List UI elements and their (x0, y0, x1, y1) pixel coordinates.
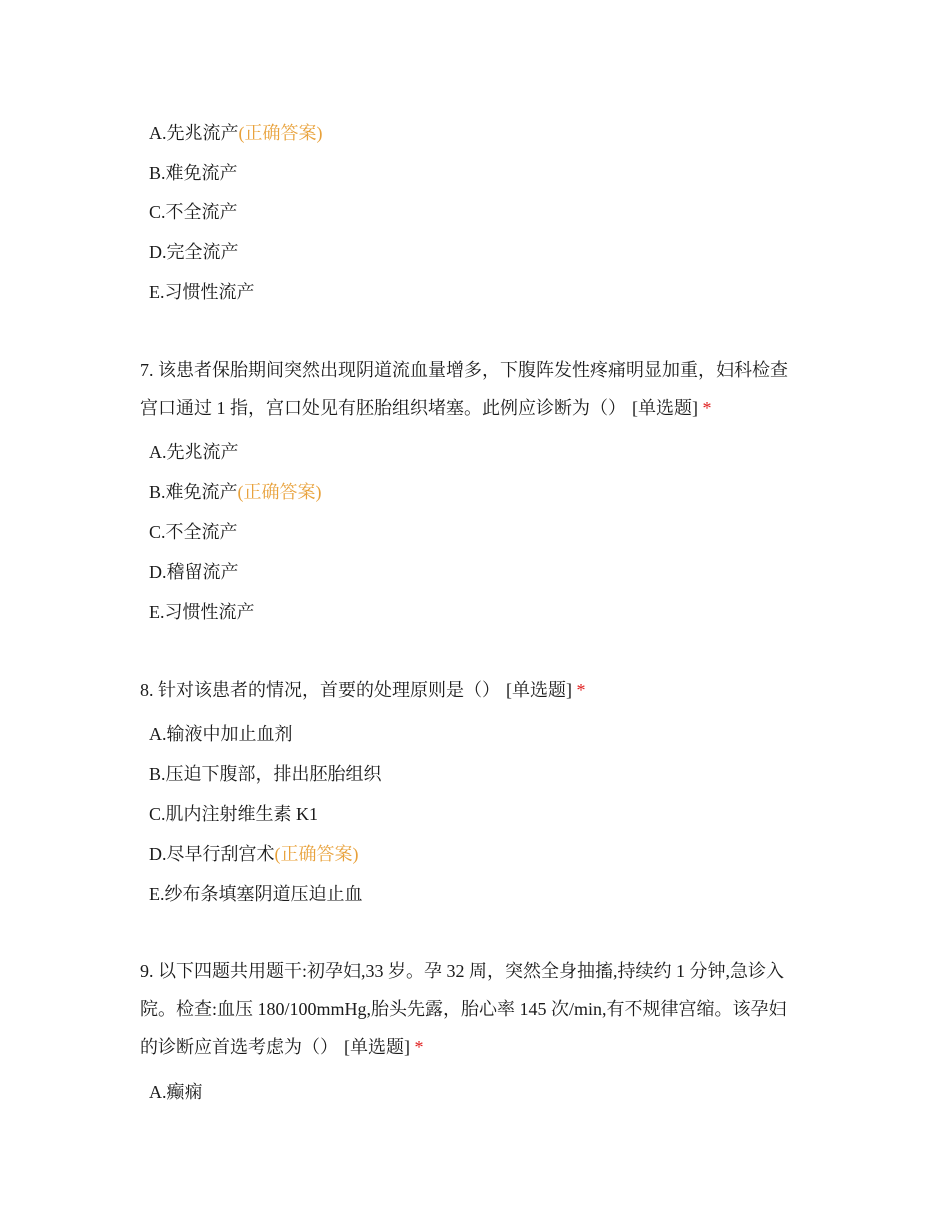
option-text: A.输液中加止血剂 (149, 724, 293, 744)
correct-answer-label: (正确答案) (274, 844, 359, 864)
q7-option-a[interactable] (149, 438, 239, 466)
required-mark: * (576, 680, 586, 700)
q8-option-d[interactable] (149, 840, 359, 868)
correct-answer-label: (正确答案) (237, 482, 322, 502)
option-text: D.稽留流产 (149, 562, 239, 582)
q7-question-text (140, 351, 820, 427)
q6-option-d[interactable] (149, 238, 239, 266)
option-text: A.先兆流产 (149, 123, 239, 143)
q8-line-1 (140, 671, 820, 709)
q8-line-1-text: 8. 针对该患者的情况，首要的处理原则是（） (140, 680, 500, 700)
option-text: C.不全流产 (149, 522, 238, 542)
correct-answer-label: (正确答案) (238, 123, 323, 143)
option-text: B.难免流产 (149, 163, 238, 183)
q6-option-a[interactable] (149, 119, 323, 147)
q8-option-a[interactable] (149, 720, 293, 748)
question-type-tag: [单选题] (632, 398, 698, 418)
q9-line-2: 院。检查:血压 180/100mmHg,胎头先露，胎心率 145 次/min,有不规律宫缩。该孕妇 (140, 999, 787, 1019)
option-text: E.纱布条填塞阴道压迫止血 (149, 884, 363, 904)
option-text: A.先兆流产 (149, 442, 239, 462)
question-type-tag: [单选题] (506, 680, 572, 700)
q7-option-b[interactable] (149, 478, 322, 506)
q9-line-3-text: 的诊断应首选考虑为（） (140, 1037, 338, 1057)
option-text: C.不全流产 (149, 202, 238, 222)
option-text: B.难免流产 (149, 482, 238, 502)
required-mark: * (414, 1037, 424, 1057)
q8-option-b[interactable] (149, 760, 382, 788)
option-text: D.尽早行刮宫术 (149, 844, 275, 864)
question-type-tag: [单选题] (344, 1037, 410, 1057)
q7-option-e[interactable] (149, 598, 255, 626)
option-text: C.肌内注射维生素 K1 (149, 804, 319, 824)
q6-option-b[interactable] (149, 159, 238, 187)
required-mark: * (702, 398, 712, 418)
q8-question-text (140, 671, 820, 709)
q6-option-c[interactable] (149, 198, 238, 226)
q7-line-1: 7. 该患者保胎期间突然出现阴道流血量增多，下腹阵发性疼痛明显加重，妇科检查 (140, 360, 788, 380)
q7-option-d[interactable] (149, 558, 239, 586)
q9-line-3 (140, 1028, 820, 1066)
option-text: D.完全流产 (149, 242, 239, 262)
q9-question-text (140, 952, 820, 1066)
q8-option-c[interactable] (149, 800, 318, 828)
option-text: E.习惯性流产 (149, 602, 255, 622)
q7-line-2-text: 宫口通过 1 指，宫口处见有胚胎组织堵塞。此例应诊断为（） (140, 398, 626, 418)
q9-option-a[interactable] (149, 1078, 203, 1106)
option-text: E.习惯性流产 (149, 282, 255, 302)
q7-line-2 (140, 389, 820, 427)
q8-option-e[interactable] (149, 880, 363, 908)
q9-line-1: 9. 以下四题共用题干:初孕妇,33 岁。孕 32 周，突然全身抽搐,持续约 1 分钟,急诊入 (140, 961, 784, 981)
q7-option-c[interactable] (149, 518, 238, 546)
q6-option-e[interactable] (149, 278, 255, 306)
option-text: A.癫痫 (149, 1082, 203, 1102)
option-text: B.压迫下腹部，排出胚胎组织 (149, 764, 382, 784)
